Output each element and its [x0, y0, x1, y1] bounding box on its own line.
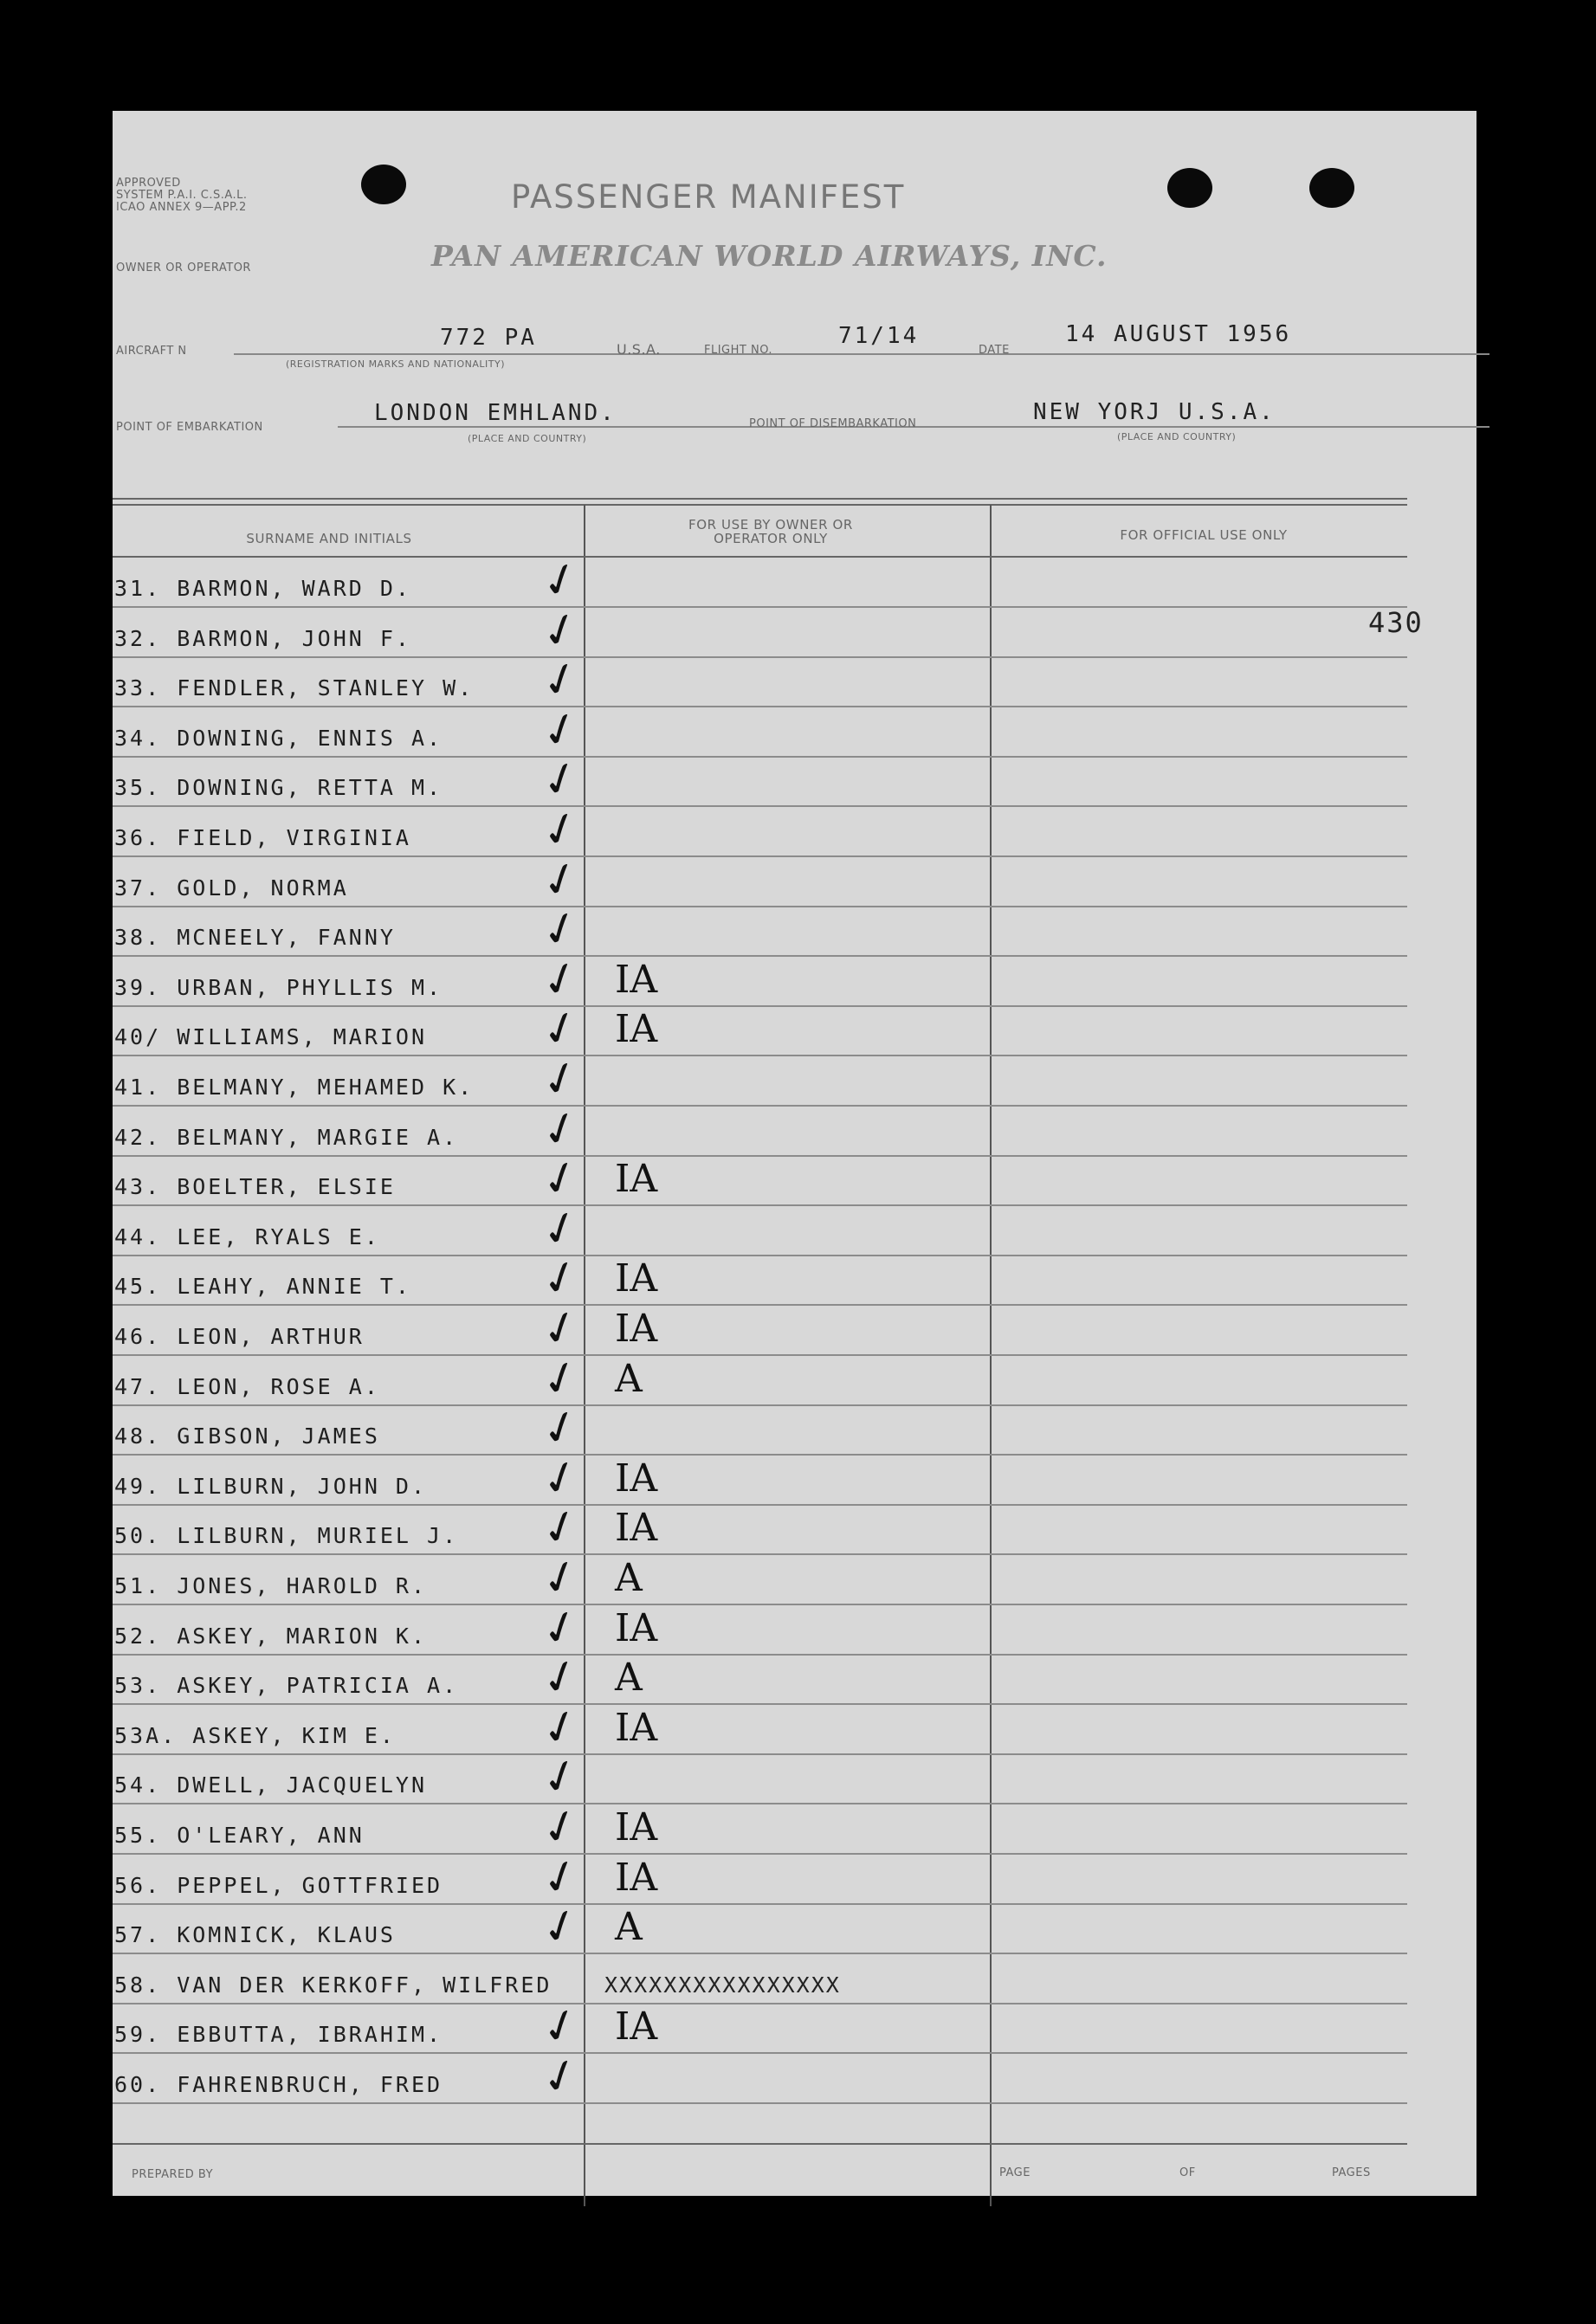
- aircraft-underline: [234, 353, 1489, 355]
- handwritten-code: IA: [615, 1506, 658, 1551]
- passenger-row: [113, 600, 1407, 662]
- check-mark-icon: ✓: [534, 1746, 587, 1809]
- check-mark-icon: ✓: [534, 1298, 587, 1359]
- disembarkation-value: NEW YORJ U.S.A.: [1033, 399, 1276, 425]
- passenger-name: 53A. ASKEY, KIM E.: [114, 1722, 396, 1748]
- passenger-row: [113, 1953, 1407, 2004]
- passenger-row: [113, 1547, 1407, 1609]
- passenger-row: [113, 1248, 1407, 1310]
- surname-column-header: SURNAME AND INITIALS: [246, 531, 412, 546]
- handwritten-code: IA: [615, 1456, 658, 1501]
- passenger-row: [113, 1198, 1407, 1260]
- passenger-row: [113, 1797, 1407, 1858]
- embark-place-caption: (PLACE AND COUNTRY): [468, 433, 587, 444]
- handwritten-code: A: [615, 1656, 643, 1701]
- passenger-row: [113, 1298, 1407, 1359]
- handwritten-code: IA: [615, 1805, 658, 1850]
- passenger-row: [113, 700, 1407, 761]
- disembark-place-caption: (PLACE AND COUNTRY): [1117, 431, 1237, 442]
- passenger-row: [113, 1348, 1407, 1410]
- passenger-row: [113, 998, 1407, 1061]
- check-mark-icon: ✓: [534, 2046, 587, 2108]
- check-mark-icon: ✓: [534, 600, 587, 662]
- passenger-name: 58. VAN DER KERKOFF, WILFRED: [114, 1972, 552, 1998]
- passenger-row: [113, 1697, 1407, 1759]
- approval-line-3: ICAO ANNEX 9—APP.2: [116, 201, 247, 214]
- passenger-name: 55. O'LEARY, ANN: [114, 1823, 365, 1848]
- handwritten-code: IA: [615, 1307, 658, 1351]
- footer-rule: [113, 2143, 1407, 2145]
- check-mark-icon: ✓: [534, 1148, 587, 1210]
- passenger-row: [113, 1398, 1407, 1460]
- passenger-row: [113, 799, 1407, 861]
- handwritten-code: IA: [615, 1157, 658, 1202]
- passenger-name: 48. GIBSON, JAMES: [114, 1423, 380, 1449]
- handwritten-code: A: [615, 1356, 643, 1401]
- handwritten-code: IA: [615, 1007, 658, 1052]
- passenger-name: 47. LEON, ROSE A.: [114, 1373, 380, 1399]
- handwritten-code: A: [615, 1905, 643, 1950]
- check-mark-icon: ✓: [534, 799, 587, 861]
- passenger-name: 59. EBBUTTA, IBRAHIM.: [114, 2022, 443, 2048]
- embarkation-value: LONDON EMHLAND.: [374, 400, 617, 426]
- struck-out-text: XXXXXXXXXXXXXXXX: [604, 1972, 841, 1998]
- passenger-name: 38. MCNEELY, FANNY: [114, 925, 396, 951]
- passenger-name: 45. LEAHY, ANNIE T.: [114, 1274, 411, 1300]
- passenger-name: 34. DOWNING, ENNIS A.: [114, 725, 443, 751]
- check-mark-icon: ✓: [534, 749, 587, 811]
- disembarkation-label: POINT OF DISEMBARKATION: [749, 417, 917, 430]
- handwritten-code: IA: [615, 2004, 658, 2050]
- page-number: 430: [1368, 606, 1424, 639]
- handwritten-code: IA: [615, 1256, 658, 1301]
- check-mark-icon: ✓: [534, 1248, 587, 1310]
- punch-hole: [1167, 168, 1212, 208]
- aircraft-value: 772 PA: [440, 325, 537, 351]
- punch-hole: [361, 165, 406, 204]
- official-use-column-header: FOR OFFICIAL USE ONLY: [1120, 527, 1288, 543]
- table-top-rule-2: [113, 504, 1407, 506]
- check-mark-icon: ✓: [534, 998, 587, 1061]
- registration-caption: (REGISTRATION MARKS AND NATIONALITY): [286, 358, 506, 370]
- passenger-row: [113, 1497, 1407, 1559]
- check-mark-icon: ✓: [534, 1049, 587, 1110]
- passenger-name: 46. LEON, ARTHUR: [114, 1324, 365, 1349]
- passenger-row: [113, 1448, 1407, 1509]
- check-mark-icon: ✓: [534, 1497, 587, 1559]
- passenger-row: [113, 1049, 1407, 1110]
- handwritten-code: IA: [615, 957, 658, 1002]
- punch-hole: [1309, 168, 1354, 208]
- page-title: PASSENGER MANIFEST: [511, 178, 906, 216]
- check-mark-icon: ✓: [534, 949, 587, 1010]
- check-mark-icon: ✓: [534, 700, 587, 761]
- passenger-row: [113, 899, 1407, 961]
- owner-use-column-header: FOR USE BY OWNER OR OPERATOR ONLY: [688, 517, 853, 546]
- handwritten-code: IA: [615, 1705, 658, 1750]
- check-mark-icon: ✓: [534, 1348, 587, 1410]
- check-mark-icon: ✓: [534, 1896, 587, 1959]
- flight-label: FLIGHT NO.: [704, 344, 773, 357]
- date-label: DATE: [979, 344, 1010, 357]
- check-mark-icon: ✓: [534, 1547, 587, 1609]
- passenger-name: 49. LILBURN, JOHN D.: [114, 1473, 428, 1499]
- passenger-row: [113, 849, 1407, 911]
- check-mark-icon: ✓: [534, 1697, 587, 1759]
- passenger-row: [113, 1598, 1407, 1659]
- passenger-row: [113, 749, 1407, 811]
- page-label: PAGE: [999, 2166, 1031, 2179]
- manifest-sheet: [113, 111, 1476, 2196]
- passenger-row: [113, 1847, 1407, 1908]
- handwritten-code: IA: [615, 1855, 658, 1900]
- passenger-name: 51. JONES, HAROLD R.: [114, 1573, 428, 1598]
- date-value: 14 AUGUST 1956: [1065, 321, 1292, 347]
- pages-label: PAGES: [1332, 2166, 1371, 2179]
- check-mark-icon: ✓: [534, 1996, 587, 2058]
- check-mark-icon: ✓: [534, 1448, 587, 1509]
- passenger-name: 36. FIELD, VIRGINIA: [114, 825, 411, 850]
- check-mark-icon: ✓: [534, 649, 587, 712]
- check-mark-icon: ✓: [534, 899, 587, 961]
- passenger-name: 33. FENDLER, STANLEY W.: [114, 675, 475, 701]
- usa-label: U.S.A.: [617, 341, 661, 358]
- passenger-name: 40/ WILLIAMS, MARION: [114, 1024, 428, 1050]
- handwritten-code: A: [615, 1556, 643, 1600]
- owner-label: OWNER OR OPERATOR: [116, 261, 251, 274]
- approval-line-2: SYSTEM P.A.I. C.S.A.L.: [116, 189, 248, 202]
- passenger-row: [113, 1647, 1407, 1709]
- passenger-name: 57. KOMNICK, KLAUS: [114, 1922, 396, 1948]
- passenger-row: [113, 1996, 1407, 2058]
- passenger-name: 32. BARMON, JOHN F.: [114, 625, 411, 651]
- passenger-name: 52. ASKEY, MARION K.: [114, 1623, 428, 1649]
- passenger-name: 37. GOLD, NORMA: [114, 875, 349, 901]
- check-mark-icon: ✓: [534, 1847, 587, 1908]
- check-mark-icon: ✓: [534, 550, 587, 611]
- passenger-row: [113, 1099, 1407, 1160]
- passenger-row: [113, 649, 1407, 712]
- of-label: OF: [1179, 2166, 1196, 2179]
- passenger-row: [113, 1746, 1407, 1809]
- passenger-name: 53. ASKEY, PATRICIA A.: [114, 1673, 459, 1699]
- table-top-rule: [113, 498, 1407, 500]
- passenger-row: [113, 550, 1407, 611]
- passenger-name: 41. BELMANY, MEHAMED K.: [114, 1075, 475, 1100]
- check-mark-icon: ✓: [534, 849, 587, 911]
- check-mark-icon: ✓: [534, 1647, 587, 1709]
- passenger-name: 50. LILBURN, MURIEL J.: [114, 1523, 459, 1549]
- passenger-name: 31. BARMON, WARD D.: [114, 576, 411, 601]
- passenger-row: [113, 1896, 1407, 1959]
- company-name: PAN AMERICAN WORLD AIRWAYS, INC.: [431, 239, 1108, 273]
- approval-line-1: APPROVED: [116, 177, 181, 190]
- handwritten-code: IA: [615, 1605, 658, 1650]
- embarkation-label: POINT OF EMBARKATION: [116, 421, 263, 434]
- check-mark-icon: ✓: [534, 1797, 587, 1858]
- check-mark-icon: ✓: [534, 1198, 587, 1260]
- check-mark-icon: ✓: [534, 1598, 587, 1659]
- passenger-name: 60. FAHRENBRUCH, FRED: [114, 2072, 443, 2097]
- prepared-by-label: PREPARED BY: [132, 2168, 214, 2181]
- passenger-name: 56. PEPPEL, GOTTFRIED: [114, 1872, 443, 1898]
- passenger-name: 42. BELMANY, MARGIE A.: [114, 1124, 459, 1150]
- passenger-name: 44. LEE, RYALS E.: [114, 1223, 380, 1249]
- passenger-name: 35. DOWNING, RETTA M.: [114, 775, 443, 801]
- flight-value: 71/14: [838, 323, 920, 349]
- aircraft-label: AIRCRAFT N: [116, 345, 187, 358]
- passenger-name: 39. URBAN, PHYLLIS M.: [114, 974, 443, 1000]
- passenger-row: [113, 949, 1407, 1010]
- passenger-row: [113, 2046, 1407, 2108]
- check-mark-icon: ✓: [534, 1398, 587, 1460]
- passenger-name: 54. DWELL, JACQUELYN: [114, 1772, 428, 1798]
- check-mark-icon: ✓: [534, 1099, 587, 1160]
- passenger-row: [113, 1148, 1407, 1210]
- passenger-name: 43. BOELTER, ELSIE: [114, 1174, 396, 1200]
